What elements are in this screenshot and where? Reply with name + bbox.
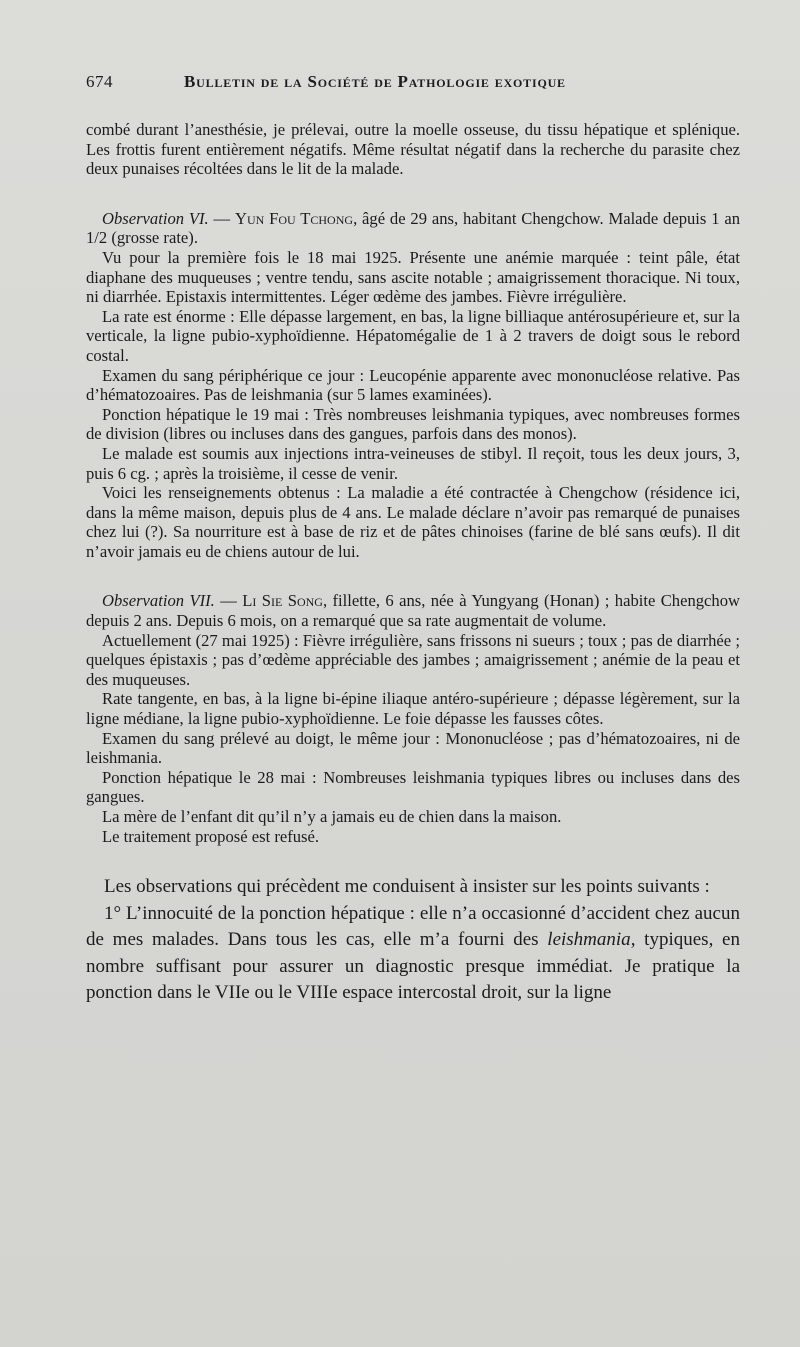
observation-6-patient-name: Yun Fou Tchong — [234, 208, 354, 228]
observation-7-paragraph: Ponction hépatique le 28 mai : Nombreuses leishmania typiques libres ou incluses dans des gangues. — [86, 767, 740, 807]
running-header — [86, 72, 740, 92]
body-large-text — [86, 874, 740, 1007]
observation-6-heading: Observation VI. — [102, 208, 209, 228]
conclusion-lead: Les observations qui précèdent me conduisent à insister sur les points suivants : — [104, 876, 710, 898]
body-small-text — [86, 120, 740, 846]
point-1-text-a: 1° L’innocuité de la ponction hépatique : elle n’a occasionné d’accident chez aucun de mes malades. Dans tous les cas, elle m’a fourni des — [86, 902, 740, 951]
point-1-term: leishmania — [547, 929, 631, 951]
observation-7-first-paragraph — [86, 591, 740, 630]
page-number: 674 — [86, 72, 113, 91]
section-gap — [86, 561, 740, 591]
observation-7-dash: — — [214, 591, 243, 611]
point-1-text-b: , typiques, en nombre suffisant pour assurer un diagnostic presque immédiat. Je pratique la ponction dans le VIIe ou le VIIIe espace intercostal droit, sur la ligne — [86, 929, 740, 1004]
observation-6-paragraph: Ponction hépatique le 19 mai : Très nombreuses leishmania typiques, avec nombreuses formes de division (libres ou incluses dans des gangues, parfois dans des monos). — [86, 404, 740, 444]
section-gap — [86, 179, 740, 209]
observation-7-paragraph: Examen du sang prélevé au doigt, le même jour : Mononucléose ; pas d’hématozoaires, ni de leishmania. — [86, 728, 740, 768]
observation-6-paragraph: La rate est énorme : Elle dépasse largement, en bas, la ligne billiaque antérosupérieure et, sur la verticale, la ligne pubio-xyphoïdienne. Hépatomégalie de 1 à 2 travers de doigt sous le rebord costal. — [86, 306, 740, 365]
observation-7-first-text: , fillette, 6 ans, née à Yungyang (Honan) ; habite Chengchow depuis 2 ans. Depuis 6 mois, on a remarqué que sa rate augmentait de volume. — [86, 591, 740, 631]
conclusion-point-1 — [86, 901, 740, 1007]
journal-title: Bulletin de la Société de Pathologie exotique — [184, 72, 566, 91]
observation-7-paragraph: Rate tangente, en bas, à la ligne bi-épine iliaque antéro-supérieure ; dépasse légèrement, sur la ligne médiane, la ligne pubio-xyphoïdienne. Le foie dépasse les fausses côtes. — [86, 689, 740, 729]
observation-7-paragraph: Le traitement proposé est refusé. — [102, 826, 320, 846]
observation-7-paragraph: La mère de l’enfant dit qu’il n’y a jamais eu de chien dans la maison. — [102, 807, 562, 826]
observation-7-paragraph: Actuellement (27 mai 1925) : Fièvre irrégulière, sans frissons ni sueurs ; toux ; pas de diarrhée ; quelques épistaxis ; pas d’œdème appréciable des jambes ; amaigrissement ; anémie de la peau et des muqueuses. — [86, 630, 740, 689]
intro-paragraph: combé durant l’anesthésie, je prélevai, outre la moelle osseuse, du tissu hépatique et splénique. Les frottis furent entièrement négatifs. Même résultat négatif dans la recherche du parasite chez deux punaises récoltées dans le lit de la malade. — [86, 120, 740, 179]
observation-7-heading: Observation VII. — [102, 591, 215, 611]
observation-6-paragraph: Vu pour la première fois le 18 mai 1925. Présente une anémie marquée : teint pâle, état diaphane des muqueuses ; ventre tendu, sans ascite notable ; amaigrissement thoracique. Ni toux, ni diarrhée. Epistaxis intermittentes. Léger œdème des jambes. Fièvre irrégulière. — [86, 247, 740, 307]
observation-6-dash: — — [208, 208, 235, 228]
observation-6-first-paragraph — [86, 209, 740, 248]
observation-6-paragraph: Examen du sang périphérique ce jour : Leucopénie apparente avec mononucléose relative. Pas d’hématozoaires. Pas de leishmania (sur 5 lames examinées). — [86, 365, 740, 405]
observation-7-patient-name: Li Sie Song — [242, 591, 323, 611]
observation-6-paragraph: Voici les renseignements obtenus : La maladie a été contractée à Chengchow (résidence ici, dans la même maison, depuis plus de 4 ans. Le malade déclare n’avoir pas remarqué de punaises chez lui (?). Sa nourriture est à base de riz et de pâtes chinoises (farine de blé sans œufs). Il dit n’avoir jamais eu de chiens autour de lui. — [86, 483, 740, 561]
observation-6-paragraph: Le malade est soumis aux injections intra-veineuses de stibyl. Il reçoit, tous les deux jours, 3, puis 6 cg. ; après la troisième, il cesse de venir. — [86, 443, 740, 483]
observation-6-first-text: , âgé de 29 ans, habitant Chengchow. Malade depuis 1 an 1/2 (grosse rate). — [86, 208, 741, 248]
